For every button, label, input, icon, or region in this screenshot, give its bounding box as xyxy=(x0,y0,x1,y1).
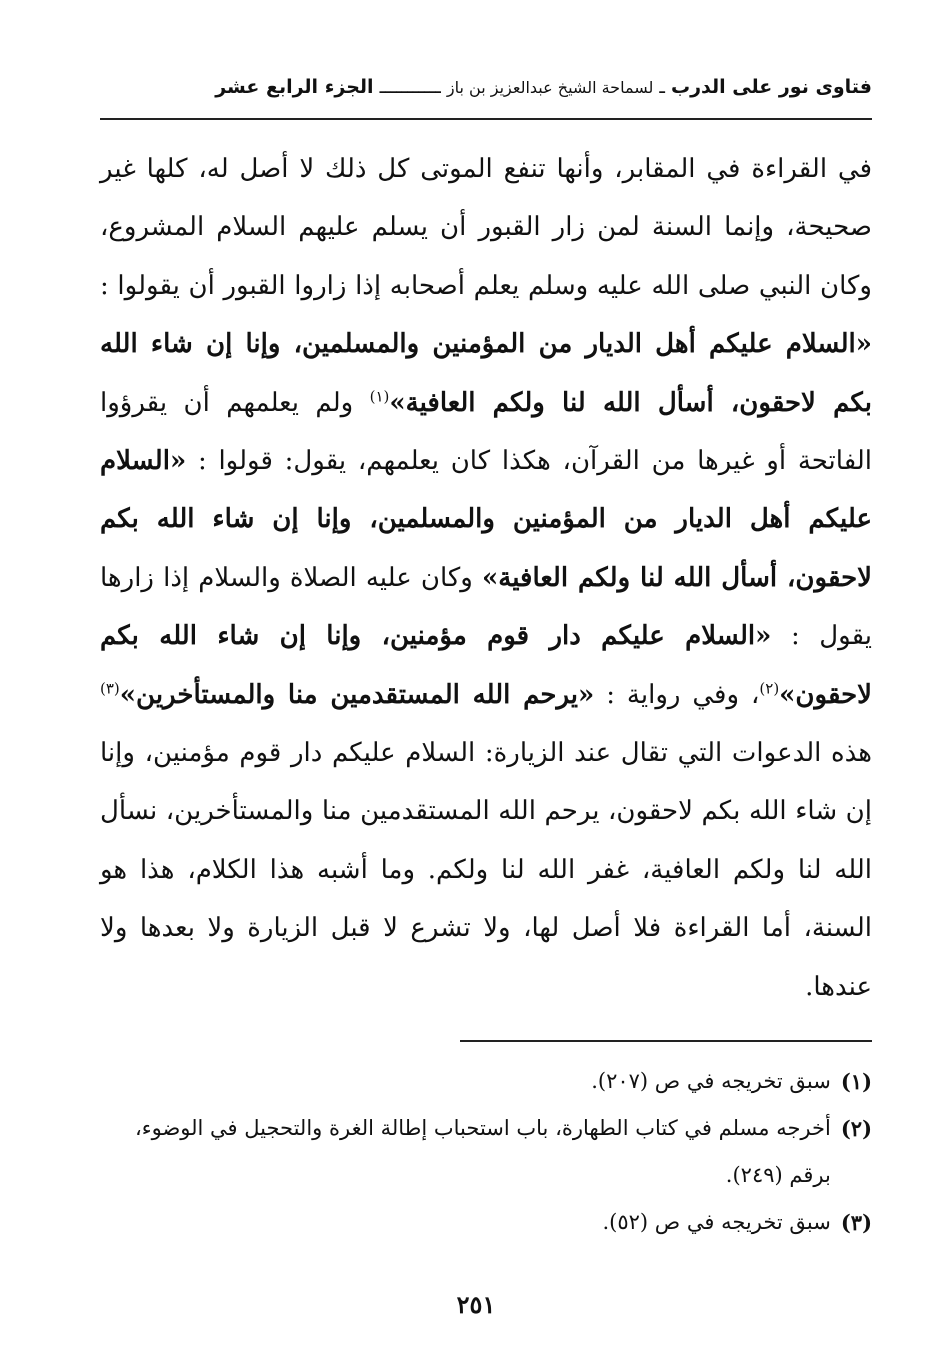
header-divider xyxy=(100,118,872,120)
footnote-ref: (٣) xyxy=(100,679,120,697)
footnote-number: (٣) xyxy=(840,1210,872,1235)
text-run: في القراءة في المقابر، وأنها تنفع الموتى كل ذلك لا أصل له، كلها غير صحيحة، وإنما السنة لمن زار القبور أن يسلم عليهم السلام المشروع، وكان النبي صلى الله عليه وسلم يعلم أصحابه إذا زاروا القبور أن يقولوا : xyxy=(100,154,872,301)
footnote-item xyxy=(100,1105,872,1199)
footnote-text: سبق تخريجه في ص (٢٠٧). xyxy=(591,1069,831,1093)
hadith-quote: «السلام عليكم أهل الديار من المؤمنين والمسلمين، وإنا إن شاء الله بكم لاحقون، أسأل الله لنا ولكم العافية» xyxy=(100,446,872,593)
footnote-text: أخرجه مسلم في كتاب الطهارة، باب استحباب إطالة الغرة والتحجيل في الوضوء، برقم (٢٤٩). xyxy=(134,1116,831,1187)
footnote-number: (١) xyxy=(840,1069,872,1094)
hadith-quote: «السلام عليكم أهل الديار من المؤمنين والمسلمين، وإنا إن شاء الله بكم لاحقون، أسأل الله لنا ولكم العافية» xyxy=(100,329,872,418)
main-text xyxy=(100,140,872,1016)
footnote-number: (٢) xyxy=(840,1116,872,1141)
text-run: ، وفي رواية : xyxy=(594,679,760,710)
footnote-item xyxy=(100,1199,872,1246)
footnote-divider xyxy=(460,1040,872,1042)
footnote-ref: (١) xyxy=(369,386,390,405)
footnotes xyxy=(100,1058,872,1246)
hadith-quote: «السلام عليكم دار قوم مؤمنين، وإنا إن شاء الله بكم لاحقون» xyxy=(100,621,872,710)
text-run: وكان عليه الصلاة والسلام إذا زارها يقول : xyxy=(100,562,872,652)
running-header: فتاوى نور على الدرب ـ لسماحة الشيخ عبدالعزيز بن باز ـــــــــــ الجزء الرابع عشر xyxy=(215,76,872,98)
body-paragraph xyxy=(100,140,872,1016)
text-run: ولم يعلمهم أن يقرؤوا الفاتحة أو غيرها من القرآن، هكذا كان يعلمهم، يقول: قولوا : xyxy=(100,387,872,477)
footnote-item xyxy=(100,1058,872,1105)
author-name: لسماحة الشيخ عبدالعزيز بن باز xyxy=(446,78,654,97)
hadith-quote: «يرحم الله المستقدمين منا والمستأخرين» xyxy=(119,679,595,710)
footnote-ref: (٢) xyxy=(759,679,780,697)
text-run: هذه الدعوات التي تقال عند الزيارة: السلام عليكم دار قوم مؤمنين، وإنا إن شاء الله بكم لاحقون، يرحم الله المستقدمين منا والمستأخرين، نسأل الله لنا ولكم العافية، غفر الله لنا ولكم. وما أشبه هذا الكلام، هذا هو السنة، أما القراءة فلا أصل لها، ولا تشرع لا قبل الزيارة ولا بعدها ولا عندها. xyxy=(100,738,872,1002)
page-number: ٢٥١ xyxy=(456,1290,496,1319)
volume-part: الجزء الرابع عشر xyxy=(215,76,374,98)
book-title: فتاوى نور على الدرب xyxy=(671,76,872,98)
footnote-text: سبق تخريجه في ص (٥٢). xyxy=(602,1210,831,1234)
